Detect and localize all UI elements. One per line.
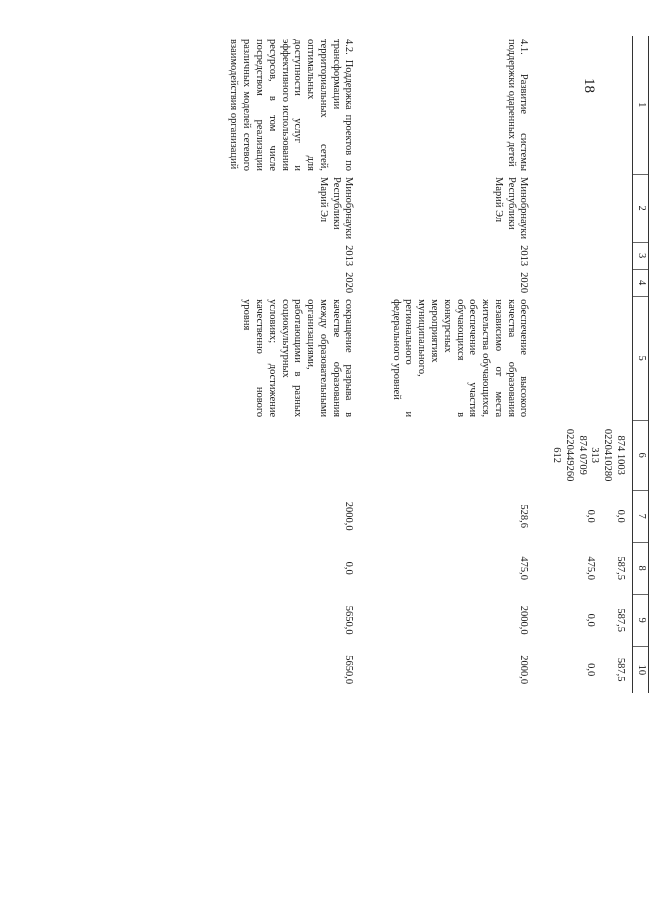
column-header: 1 bbox=[633, 36, 649, 174]
cell-col9: 5650,0 bbox=[343, 605, 355, 635]
value: 0,0 bbox=[585, 613, 597, 627]
cell-col8: 0,0 bbox=[343, 561, 355, 575]
end-year: 2020 bbox=[343, 272, 355, 294]
kbk-code: 874 1003 0220410280 313 bbox=[589, 428, 626, 482]
cell-col10: 2000,0 bbox=[518, 655, 530, 685]
table-row bbox=[536, 36, 633, 693]
column-header: 6 bbox=[633, 420, 649, 490]
budget-table bbox=[201, 36, 649, 693]
column-header: 9 bbox=[633, 594, 649, 646]
kbk-code: 874 0709 0220449260 612 bbox=[551, 428, 588, 482]
column-header: 3 bbox=[633, 242, 649, 269]
cell-col9 bbox=[536, 594, 633, 646]
cell-col10 bbox=[536, 646, 633, 693]
header-row bbox=[633, 36, 649, 693]
cell-col7 bbox=[536, 490, 633, 542]
page-number: 18 bbox=[581, 78, 597, 93]
start-year: 2013 bbox=[343, 245, 355, 267]
column-header: 4 bbox=[633, 269, 649, 296]
activity-name: 4.1. Развитие системы поддержки одаренных детей bbox=[505, 39, 530, 171]
column-header: 10 bbox=[633, 646, 649, 693]
executor: Минобрнауки Республики Марий Эл bbox=[492, 177, 530, 240]
value: 0,0 bbox=[585, 509, 597, 523]
value: 0,0 bbox=[585, 663, 597, 677]
value: 587,5 bbox=[615, 608, 626, 632]
cell-col7: 2000,0 bbox=[343, 501, 355, 531]
table-row bbox=[201, 36, 361, 693]
value: 587,5 bbox=[615, 657, 626, 682]
column-header: 5 bbox=[633, 296, 649, 420]
cell-col8 bbox=[536, 542, 633, 594]
start-year: 2013 bbox=[518, 245, 530, 267]
value: 0,0 bbox=[615, 509, 626, 523]
executor: Минобрнауки Республики Марий Эл bbox=[317, 177, 355, 240]
rotated-table-container bbox=[119, 36, 649, 866]
cell-col9: 2000,0 bbox=[518, 605, 530, 635]
activity-name: 4.2. Поддержка проектов по трансформации территориальных сетей, оптимальных для доступности услуг и эффективного использования ресурсов, в том числе посредством реализации различных моделей сетевого взаимодействия организаций bbox=[228, 39, 355, 171]
expected-result: обеспечение высокого качества образования независимо от места жительства обучающихся, обеспечение участия обучающихся в конкурсных мероприятиях муниципального, регионального и федерального уровней bbox=[390, 299, 530, 418]
cell-col7: 528,6 bbox=[518, 504, 530, 528]
column-header: 2 bbox=[633, 174, 649, 242]
end-year: 2020 bbox=[518, 272, 530, 294]
cell-col8: 475,0 bbox=[518, 556, 530, 580]
value: 475,0 bbox=[585, 556, 597, 580]
kbk-cell bbox=[536, 420, 633, 490]
cell-col10: 5650,0 bbox=[343, 655, 355, 685]
expected-result: сокращение разрыва в качестве образования между образовательными организациями, работающими в разных социокультурных условиях; достижение качественно нового уровня bbox=[241, 299, 355, 418]
value: 587,5 bbox=[615, 556, 626, 580]
column-header: 7 bbox=[633, 490, 649, 542]
table-row bbox=[361, 36, 536, 693]
column-header: 8 bbox=[633, 542, 649, 594]
